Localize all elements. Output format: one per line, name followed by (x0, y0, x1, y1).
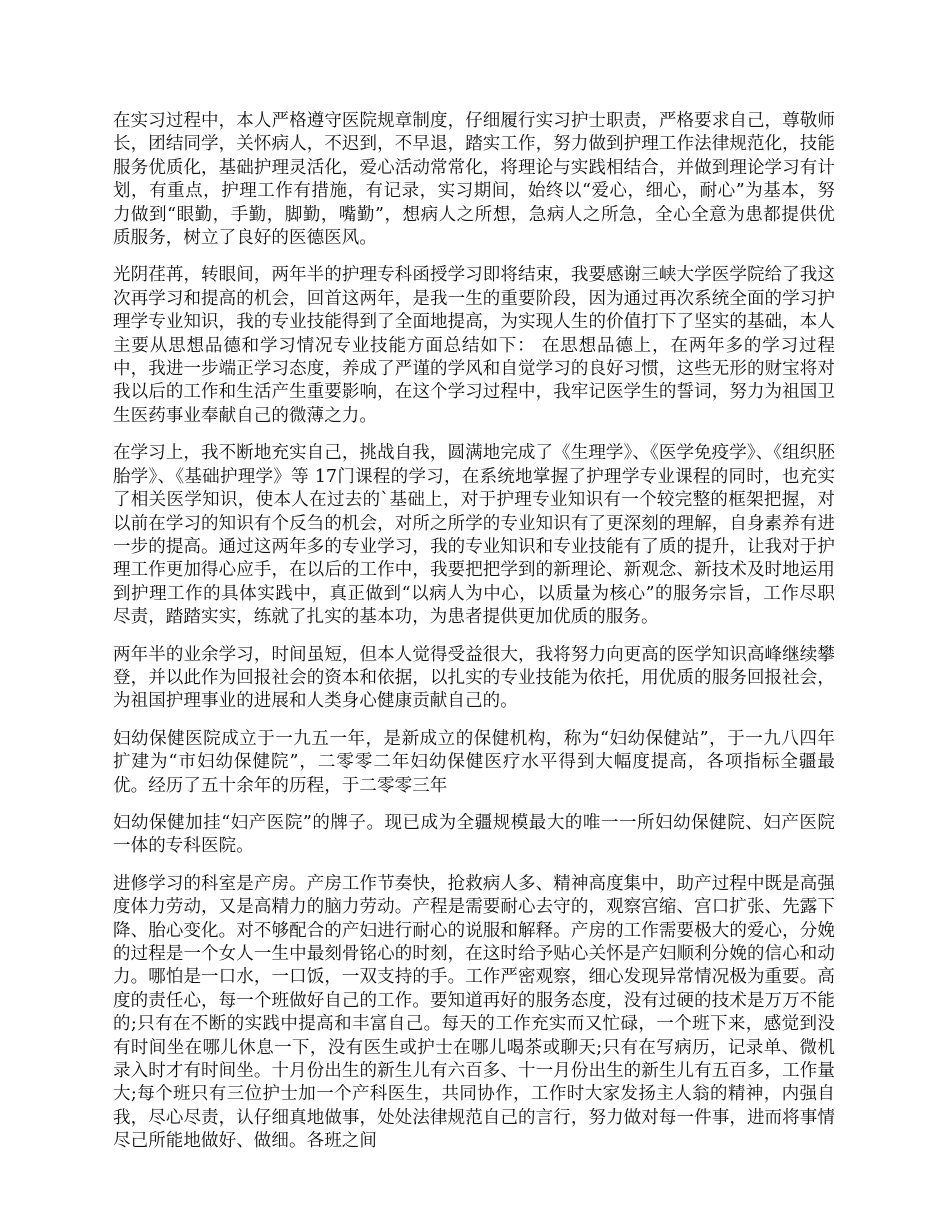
paragraph-internship: 在实习过程中，本人严格遵守医院规章制度，仔细履行实习护士职责，严格要求自己，尊敬师长，团结同学，关怀病人，不迟到，不早退，踏实工作，努力做到护理工作法律规范化，技能服务优质化，基础护理灵活化，爱心活动常常化，将理论与实践相结合，并做到理论学习有计划，有重点，护理工作有措施，有记录，实习期间，始终以“爱心，细心，耐心”为基本，努力做到“眼勤，手勤，脚勤，嘴勤”，想病人之所想，急病人之所急，全心全意为患都提供优质服务，树立了良好的医德医风。 (113, 111, 835, 249)
paragraph-courses: 在学习上，我不断地充实自己，挑战自我，圆满地完成了《生理学》、《医学免疫学》、《组织胚胎学》、《基础护理学》等 17门课程的学习，在系统地掌握了护理学专业课程的同时，也充实了相关医学知识，使本人在过去的`基础上，对于护理专业知识有一个较完整的框架把握，对以前在学习的知识有个反刍的机会，对所之所学的专业知识有了更深刻的理解，自身素养有进一步的提高。通过这两年多的专业学习，我的专业知识和专业技能有了质的提升，让我对于护理工作更加得心应手，在以后的工作中，我要把把学到的新理论、新观念、新技术及时地运用到护理工作的具体实践中，真正做到“以病人为中心，以质量为核心”的服务宗旨，工作尽职尽责，踏踏实实，练就了扎实的基本功，为患者提供更加优质的服务。 (113, 443, 835, 628)
paragraph-delivery-room: 进修学习的科室是产房。产房工作节奏快，抢救病人多、精神高度集中，助产过程中既是高强度体力劳动，又是高精力的脑力劳动。产程是需要耐心去守的，观察宫缩、宫口扩张、先露下降、胎心变化。对不够配合的产妇进行耐心的说服和解释。产房的工作需要极大的爱心，分娩的过程是一个女人一生中最刻骨铭心的时刻，在这时给予贴心关怀是产妇顺利分娩的信心和动力。哪怕是一口水，一口饭，一双支持的手。工作严密观察，细心发现异常情况极为重要。高度的责任心，每一个班做好自己的工作。要知道再好的服务态度，没有过硬的技术是万万不能的;只有在不断的实践中提高和丰富自己。每天的工作充实而又忙碌，一个班下来，感觉到没有时间坐在哪儿休息一下，没有医生或护士在哪儿喝茶或聊天;只有在写病历，记录单、微机录入时才有时间坐。十月份出生的新生儿有六百多、十一月份出生的新生儿有五百多，工作量大;每个班只有三位护士加一个产科医生，共同协作，工作时大家发扬主人翁的精神，内强自我，尽心尽责，认仔细真地做事，处处法律规范自己的言行，努力做对每一件事，进而将事情尽己所能地做好、做细。各班之间 (113, 873, 835, 1152)
paragraph-hospital-status: 妇幼保健加挂“妇产医院”的牌子。现已成为全疆规模最大的唯一一所妇幼保健院、妇产医院一体的专科医院。 (113, 812, 835, 857)
paragraph-study-summary: 光阴荏苒，转眼间，两年半的护理专科函授学习即将结束，我要感谢三峡大学医学院给了我这次再学习和提高的机会，回首这两年，是我一生的重要阶段，因为通过再次系统全面的学习护理学专业知识，我的专业技能得到了全面地提高，为实现人生的价值打下了坚实的基础，本人主要从思想品德和学习情况专业技能方面总结如下： 在思想品德上，在两年多的学习过程中，我进一步端正学习态度，养成了严谨的学风和自觉学习的良好习惯，这些无形的财宝将对我以后的工作和生活产生重要影响，在这个学习过程中，我牢记医学生的誓词，努力为祖国卫生医药事业奉献自己的微薄之力。 (113, 265, 835, 426)
document-body (113, 110, 835, 1168)
paragraph-hospital-history: 妇幼保健医院成立于一九五一年，是新成立的保健机构，称为“妇幼保健站”，于一九八四年扩建为“市妇幼保健院”，二零零二年妇幼保健医疗水平得到大幅度提高，各项指标全疆最优。经历了五十余年的历程，于二零零三年 (113, 728, 835, 796)
paragraph-gains: 两年半的业余学习，时间虽短，但本人觉得受益很大，我将努力向更高的医学知识高峰继续攀登，并以此作为回报社会的资本和依据，以扎实的专业技能为依托，用优质的服务回报社会，为祖国护理事业的进展和人类身心健康贡献自己的。 (113, 644, 835, 712)
